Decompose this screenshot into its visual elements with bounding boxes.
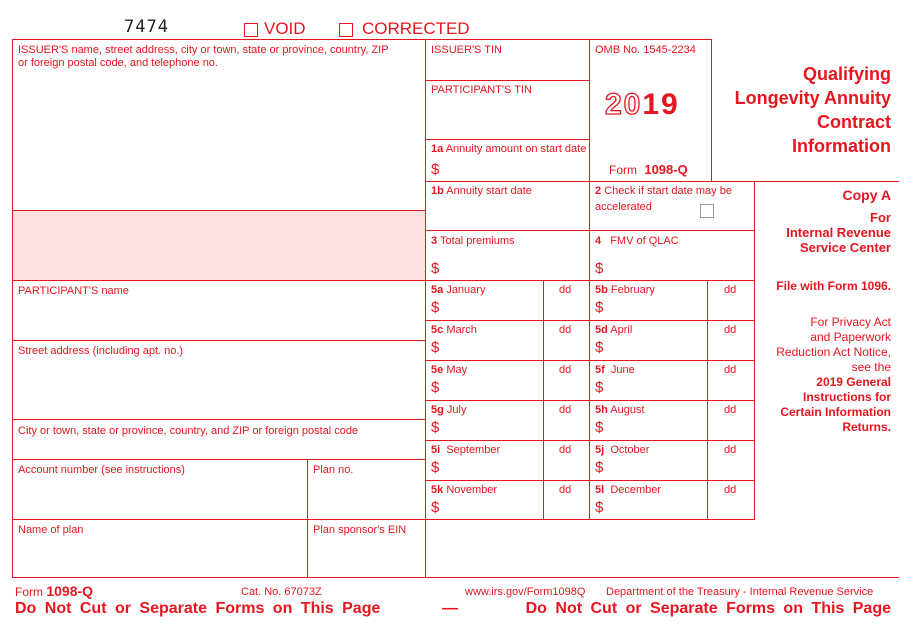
box-5e-dd: dd [559,364,572,376]
box-5g-dollar: $ [431,419,440,436]
box-5a-dollar: $ [431,299,440,316]
box-5c-dd: dd [559,324,572,336]
box-5f-dd: dd [724,364,737,376]
box-4-text: FMV of QLAC [610,235,679,247]
box-5k-dollar: $ [431,499,440,516]
box-2-number: 2 [595,185,602,197]
copy-for-line2: Internal Revenue [786,225,891,240]
title-line1: Qualifying [802,64,891,84]
issuer-name-label-line2: or foreign postal code, and telephone no. [18,57,218,69]
box-1a-field[interactable] [444,158,588,180]
box-5l-dd: dd [724,484,737,496]
box-1a-label [431,143,586,156]
box-5b-label: 5b February [595,284,655,296]
box-3-field[interactable] [444,256,588,279]
box-5l-label: 5l December [595,484,662,496]
box-5h-field[interactable] [608,418,706,439]
box-3-text: Total premiums [439,235,515,247]
title-line2: Longevity Annuity [734,88,891,108]
do-not-cut-right: Do Not Cut or Separate Forms on This Page [525,600,891,617]
city-label: City or town, state or province, country, and ZIP or foreign postal code [18,425,359,437]
footer-form-name [15,583,93,599]
footer-url: www.irs.gov/Form1098Q [465,586,586,598]
privacy-line3: Reduction Act Notice, [776,345,891,359]
issuer-name-label: ISSUER'S name, street address, city or town, state or province, country, ZIP [18,44,389,56]
box-5h-dollar: $ [595,419,604,436]
account-number-field[interactable] [13,478,306,518]
box-5l-dollar: $ [595,499,604,516]
box-5k-dd: dd [559,484,572,496]
footer-form-prefix: Form [15,585,43,599]
box-2-text: Check if start date may be [604,185,732,197]
tax-year [605,88,680,122]
box-3-number: 3 [431,235,438,247]
box-5j-label: 5j October [595,444,650,456]
omb-form-name [609,163,688,177]
participant-name-label: PARTICIPANT'S name [18,285,129,297]
plan-no-label: Plan no. [313,464,354,476]
void-checkbox[interactable] [244,23,258,37]
do-not-cut-left: Do Not Cut or Separate Forms on This Page [15,600,381,617]
privacy-line1: For Privacy Act [810,315,891,329]
box-1a-dollar: $ [431,161,440,178]
box-5d-dollar: $ [595,339,604,356]
box-1a-text: Annuity amount on start date [445,143,587,155]
box-2-text-line2: accelerated [595,201,652,213]
city-field[interactable] [13,439,424,458]
box-5f-label: 5f June [595,364,635,376]
box-5c-field[interactable] [444,338,542,359]
shaded-area [13,211,425,280]
box-5f-field[interactable] [608,378,706,399]
footer-dept: Department of the Treasury - Internal Revenue Service [606,586,874,598]
box-1b-text: Annuity start date [446,185,532,197]
box-5e-label: 5e May [431,364,468,376]
street-address-field[interactable] [13,359,424,418]
box-1b-number: 1b [431,185,444,197]
box-5j-dollar: $ [595,459,604,476]
box-5b-field[interactable] [608,298,706,319]
omb-form-prefix: Form [609,163,637,177]
copy-for-line3: Service Center [799,240,891,255]
box-5a-dd: dd [559,284,572,296]
box-5k-label: 5k November [431,484,498,496]
omb-number: OMB No. 1545-2234 [595,44,696,56]
do-not-cut-dash: — [442,600,458,617]
box-5j-dd: dd [724,444,737,456]
box-5f-dollar: $ [595,379,604,396]
box-5g-label: 5g July [431,404,467,416]
box-5j-field[interactable] [608,458,706,479]
copy-a-title: Copy A [842,187,891,203]
tax-year-bold: 19 [642,88,680,121]
privacy-line6: Instructions for [802,390,891,404]
box-2-checkbox[interactable] [700,204,714,218]
box-5i-field[interactable] [444,458,542,479]
issuer-tin-field[interactable] [426,58,588,79]
box-4-label [595,235,679,248]
box-1b-field[interactable] [426,200,588,229]
box-5i-dollar: $ [431,459,440,476]
privacy-line8: Returns. [842,420,891,434]
box-5a-field[interactable] [444,298,542,319]
participant-name-field[interactable] [13,299,424,339]
privacy-note [776,315,891,435]
box-5c-dollar: $ [431,339,440,356]
void-label: VOID [264,19,306,38]
sponsor-ein-field[interactable] [308,538,424,576]
privacy-line7: Certain Information [780,405,891,419]
box-5g-field[interactable] [444,418,542,439]
copy-for-line1: For [870,210,891,225]
box-5g-dd: dd [559,404,572,416]
box-5k-field[interactable] [444,498,542,518]
corrected-checkbox[interactable] [339,23,353,37]
box-5e-field[interactable] [444,378,542,399]
box-5d-label: 5d April [595,324,633,336]
title-line4: Information [792,136,891,156]
box-5d-field[interactable] [608,338,706,359]
box-1b-label [431,185,532,198]
privacy-line2: and Paperwork [810,330,891,344]
plan-no-field[interactable] [308,478,424,518]
plan-name-field[interactable] [13,538,306,576]
street-address-label: Street address (including apt. no.) [18,345,184,357]
box-4-dollar: $ [595,260,604,277]
box-5b-dollar: $ [595,299,604,316]
box-5b-dd: dd [724,284,737,296]
box-3-dollar: $ [431,260,440,277]
account-number-label: Account number (see instructions) [18,464,185,476]
omb-form-number: 1098-Q [644,162,688,177]
form-title [735,62,891,158]
footer-form-number: 1098-Q [46,583,94,599]
issuer-tin-label: ISSUER'S TIN [431,44,502,56]
box-5c-label: 5c March [431,324,477,336]
box-5i-label: 5i September [431,444,501,456]
corrected-label: CORRECTED [362,19,470,38]
plan-name-label: Name of plan [18,524,84,536]
box-3-label [431,235,515,248]
participant-tin-label: PARTICIPANT'S TIN [431,84,532,96]
issuer-name-field[interactable] [13,72,424,209]
box-4-field[interactable] [608,256,753,279]
form-code: 7474 [124,17,169,37]
privacy-line4: see the [851,360,891,374]
box-5e-dollar: $ [431,379,440,396]
box-5a-label: 5a January [431,284,486,296]
file-with-note: File with Form 1096. [776,279,891,293]
title-line3: Contract [816,112,891,132]
copy-for-block [786,210,891,255]
tax-year-outline: 20 [605,88,643,121]
footer-cat-no: Cat. No. 67073Z [241,586,322,598]
privacy-line5: 2019 General [816,375,891,389]
box-1a-number: 1a [431,143,444,155]
box-5i-dd: dd [559,444,572,456]
box-5h-label: 5h August [595,404,645,416]
box-5h-dd: dd [724,404,737,416]
box-4-number: 4 [595,235,602,247]
box-5d-dd: dd [724,324,737,336]
participant-tin-field[interactable] [426,98,588,138]
box-5l-field[interactable] [608,498,706,518]
sponsor-ein-label: Plan sponsor's EIN [313,524,407,536]
